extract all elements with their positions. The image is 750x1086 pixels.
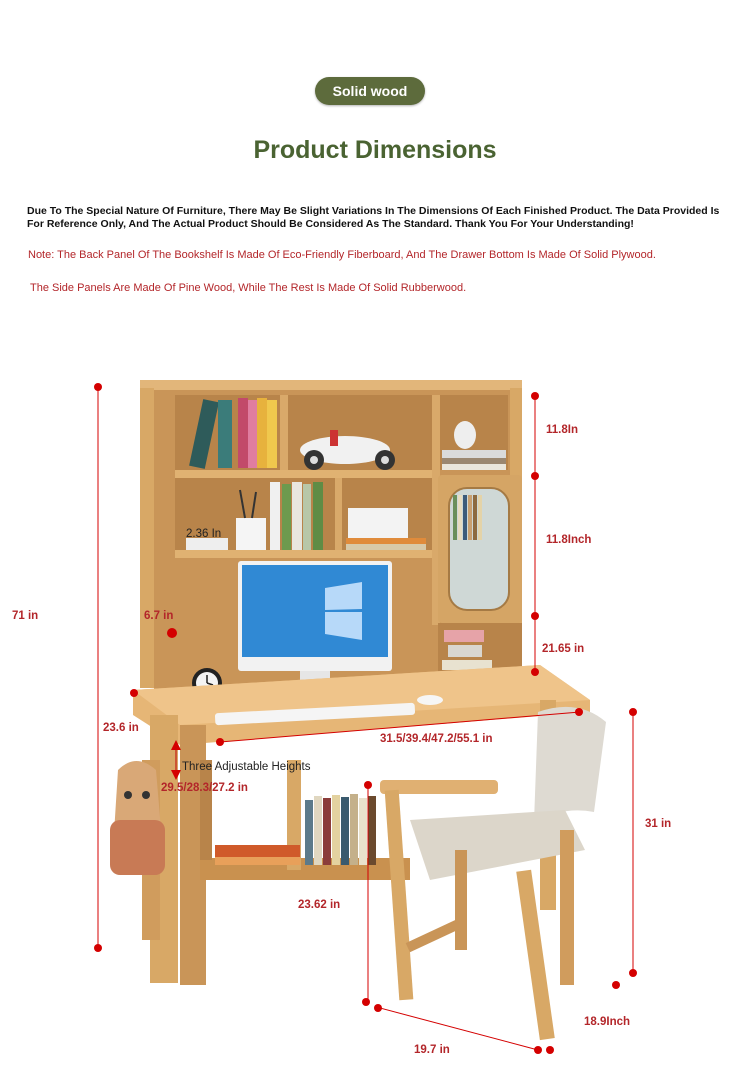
note-back-panel: Note: The Back Panel Of The Bookshelf Is Made Of Eco-Friendly Fiberboard, And The Drawer Bottom Is Made Of Solid Plywood. (28, 249, 656, 261)
label-seat-height: 23.62 in (298, 899, 341, 911)
label-shelf-lower: 21.65 in (542, 643, 585, 655)
label-total-height: 71 in (12, 610, 39, 622)
label-shelf-mid: 11.8Inch (546, 534, 592, 546)
label-shelf-top: 11.8In (546, 424, 578, 436)
note-side-panels: The Side Panels Are Made Of Pine Wood, While The Rest Is Made Of Solid Rubberwood. (30, 282, 467, 294)
label-small-shelf: 2.36 In (186, 528, 222, 540)
label-chair-depth: 18.9Inch (584, 1016, 631, 1028)
label-chair-height: 31 in (645, 818, 672, 830)
label-desk-depth: 23.6 in (103, 722, 139, 734)
label-ledge: 6.7 in (144, 610, 174, 622)
page-title: Product Dimensions (253, 136, 497, 164)
label-adjustable-heights: Three Adjustable Heights (182, 761, 311, 773)
material-badge: Solid wood (315, 77, 425, 105)
description-text: Due To The Special Nature Of Furniture, There May Be Slight Variations In The Dimensions Of Each Finished Product. The Data Provided Is For Reference Only, And The Actual Product Should Be Considered As The Standard. Thank You For Your Understanding! (27, 205, 720, 230)
label-chair-width: 19.7 in (414, 1044, 450, 1056)
chair (380, 707, 606, 1040)
label-desk-width: 31.5/39.4/47.2/55.1 in (380, 733, 493, 745)
label-adjustable-values: 29.5/28.3/27.2 in (161, 782, 248, 794)
